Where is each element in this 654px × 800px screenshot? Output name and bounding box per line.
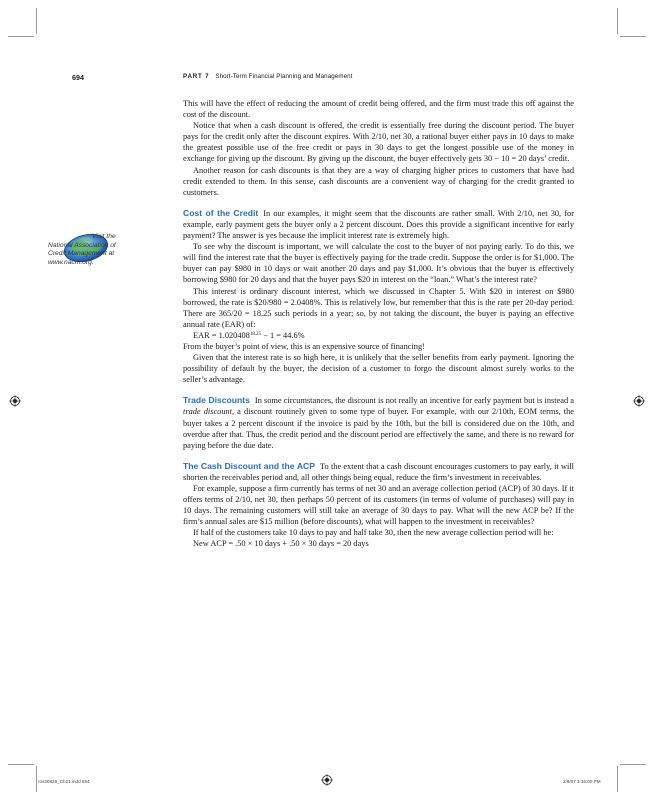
section-cost-of-credit xyxy=(183,208,574,241)
paragraph-text: In our examples, it might seem that the discounts are rather small. With 2/10, net 30, for example, early payment gets the buyer only a 2 percent discount. Does this provide a significant incentive for early payment? The answer is yes because the implicit interest rate is extremely high. xyxy=(183,208,574,241)
margin-note-line: National Association of xyxy=(48,241,116,249)
margin-note-line: Credit Management at xyxy=(48,250,115,258)
equation-exponent: 18.25 xyxy=(249,331,262,337)
crop-mark xyxy=(8,764,34,765)
crop-mark xyxy=(36,8,37,34)
paragraph-text: a discount routinely given to some type of buyer. For example, with our 2/10th, EOM terms, the buyer takes a 2 percent discount if the invoice is paid by the 10th, but the bill is considered due on the 10th, and overdue after that. Thus, the credit period and the discount period are effectively the same, and there is no reward for paying before the due date. xyxy=(183,407,574,450)
registration-mark-icon xyxy=(321,774,333,786)
section-trade-discounts xyxy=(183,395,574,450)
registration-mark-icon xyxy=(9,395,21,407)
paragraph: This interest is ordinary discount interest, which we discussed in Chapter 5. With $20 in interest on $980 borrowed, the rate is $20/980 = 2.0408%. This is relatively low, but remember that this is the rate per 20-day period. There are 365/20 = 18.25 such periods in a year; so, by not taking the discount, the buyer is paying an effective annual rate (EAR) of: xyxy=(183,286,574,329)
paragraph: From the buyer’s point of view, this is an expensive source of financing! xyxy=(183,341,425,351)
margin-note-link[interactable]: www.nacm.org. xyxy=(48,258,94,266)
equation-lhs: EAR = 1.020408 xyxy=(193,330,250,340)
margin-note-line: Visit the xyxy=(92,233,116,240)
paragraph: Notice that when a cash discount is offered, the credit is essentially free during the discount period. The buyer pays for the credit only after the discount expires. With 2/10, net 30, a rational buyer either pays in 10 days to make the greatest possible use of the free credit or pays in 30 days to get the longest possible use of the money in exchange for giving up the discount. By giving up the discount, the buyer effectively gets 30 − 10 = 20 days’ credit. xyxy=(183,121,574,164)
paragraph-text: To the extent that a cash discount encourages customers to pay early, it will shorten the receivables period and, all other things being equal, reduce the firm’s investment in receivables. xyxy=(183,461,574,482)
section-heading: Trade Discounts xyxy=(183,395,250,406)
page-number: 694 xyxy=(72,73,84,82)
paragraph: For example, suppose a firm currently has terms of net 30 and an average collection period (ACP) of 30 days. If it offers terms of 2/10, net 30, then perhaps 50 percent of its customers (in terms of volume of purchases) will pay in 10 days. The remaining customers will still take an average of 30 days to pay. What will the new ACP be? If the firm’s annual sales are $15 million (before discounts), what will happen to the investment in receivables? xyxy=(183,484,574,527)
running-header xyxy=(183,73,353,80)
margin-note xyxy=(48,233,164,267)
paragraph: Given that the interest rate is so high here, it is unlikely that the seller benefits from early payment. Ignoring the possibility of default by the buyer, the decision of a customer to forgo the discount almost surely works to the seller’s advantage. xyxy=(183,353,574,385)
crop-mark xyxy=(36,766,37,792)
paragraph: To see why the discount is important, we will calculate the cost to the buyer of not paying early. To do this, we will find the interest rate that the buyer is effectively paying for the trade credit. Suppose the order is for $1,000. The buyer can pay $980 in 10 days or wait another 20 days and pay $1,000. It’s obvious that the buyer is effectively borrowing $980 for 20 days and that the buyer pays $20 in interest on the “loan.” What’s the interest rate? xyxy=(183,242,574,285)
equation-ear xyxy=(183,330,574,341)
section-heading: The Cash Discount and the ACP xyxy=(183,460,315,471)
paragraph: If half of the customers take 10 days to pay and half take 30, then the new average collection period will be: xyxy=(193,528,554,538)
crop-mark xyxy=(620,36,646,37)
section-cash-discount-acp xyxy=(183,461,574,483)
term-italic: trade discount, xyxy=(183,407,235,417)
part-title: Short-Term Financial Planning and Management xyxy=(215,73,353,80)
crop-mark xyxy=(617,766,618,792)
body-text xyxy=(183,98,574,550)
paragraph: This will have the effect of reducing the amount of credit being offered, and the firm must trade this off against the cost of the discount. xyxy=(183,99,574,120)
crop-mark xyxy=(8,36,34,37)
paragraph: Another reason for cash discounts is that they are a way of charging higher prices to customers that have had credit extended to them. In this sense, cash discounts are a convenient way of charging for the credit granted to customers. xyxy=(183,165,574,197)
print-timestamp: 2/8/07 3:15:00 PM xyxy=(563,779,601,784)
file-slug: ros30826_Ch21.indd 694 xyxy=(38,779,90,784)
part-label: PART 7 xyxy=(183,73,210,80)
equation-new-acp: New ACP = .50 × 10 days + .50 × 30 days = 20 days xyxy=(193,539,369,549)
registration-mark-icon xyxy=(633,395,645,407)
section-heading: Cost of the Credit xyxy=(183,207,259,218)
equation-rhs: − 1 = 44.6% xyxy=(261,330,305,340)
paragraph-text: In some circumstances, the discount is not really an incentive for early payment but is instead a xyxy=(254,396,574,406)
crop-mark xyxy=(620,764,646,765)
crop-mark xyxy=(617,8,618,34)
